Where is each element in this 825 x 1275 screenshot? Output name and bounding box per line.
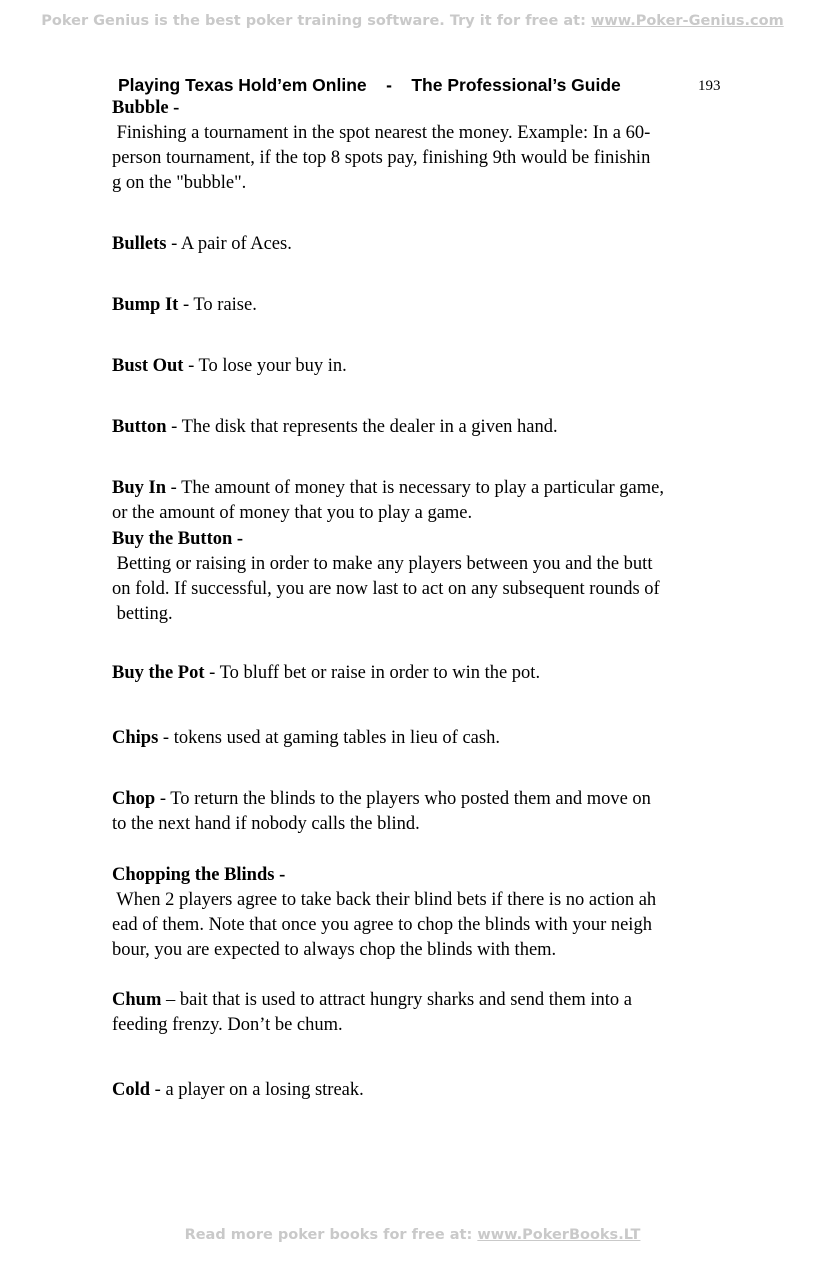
promo-bottom-text: Read more poker books for free at:: [184, 1227, 478, 1243]
glossary-term: Buy In: [112, 478, 166, 498]
glossary-entry: [112, 415, 730, 440]
glossary-term: Bullets: [112, 234, 167, 254]
glossary-definition: bait that is used to attract hungry sharks and send them into a: [179, 990, 632, 1010]
entry-first-line: [112, 661, 730, 686]
definition-line: ead of them. Note that once you agree to chop the blinds with your neigh: [112, 915, 652, 935]
term-separator: -: [150, 1080, 166, 1100]
glossary-entry: [112, 232, 730, 257]
glossary-definition: a player on a losing streak.: [165, 1080, 364, 1100]
term-separator: -: [158, 728, 174, 748]
running-head-title: Playing Texas Hold’em Online - The Professional’s Guide: [118, 75, 621, 95]
glossary-definition: To lose your buy in.: [198, 356, 347, 376]
glossary-term: Bust Out: [112, 356, 184, 376]
glossary-definition: To raise.: [193, 295, 257, 315]
glossary-entry: [112, 787, 730, 837]
definition-line: feeding frenzy. Don’t be chum.: [112, 1015, 343, 1035]
term-separator: –: [161, 990, 180, 1010]
glossary-term: Chopping the Blinds -: [112, 865, 286, 885]
entry-first-line: [112, 988, 730, 1013]
glossary-term: Cold: [112, 1080, 151, 1100]
entry-first-line: [112, 96, 730, 121]
definition-line: or the amount of money that you to play a game.: [112, 503, 473, 523]
entry-first-line: [112, 1078, 730, 1103]
term-separator: -: [204, 663, 220, 683]
term-separator: -: [178, 295, 194, 315]
definition-line: person tournament, if the top 8 spots pay, finishing 9th would be finishin: [112, 148, 651, 168]
glossary-entry: [112, 354, 730, 379]
glossary-term: Buy the Button -: [112, 529, 244, 549]
promo-top-text: Poker Genius is the best poker training software. Try it for free at:: [41, 13, 591, 29]
term-separator: -: [183, 356, 199, 376]
entry-first-line: [112, 863, 730, 888]
entry-first-line: [112, 726, 730, 751]
glossary-term: Chips: [112, 728, 159, 748]
term-separator: -: [166, 234, 181, 254]
glossary-entry: [112, 661, 730, 686]
glossary-definition: To bluff bet or raise in order to win the pot.: [219, 663, 541, 683]
glossary-term: Chum: [112, 990, 162, 1010]
entry-first-line: [112, 527, 730, 552]
entry-first-line: [112, 476, 730, 501]
definition-line: to the next hand if nobody calls the blind.: [112, 814, 420, 834]
definition-line: Finishing a tournament in the spot nearest the money. Example: In a 60-: [112, 123, 651, 143]
definition-line: When 2 players agree to take back their blind bets if there is no action ah: [112, 890, 657, 910]
glossary-entry: [112, 476, 730, 526]
glossary-entry: [112, 293, 730, 318]
glossary-term: Bump It: [112, 295, 179, 315]
glossary-definition: A pair of Aces.: [180, 234, 292, 254]
glossary-entry: [112, 527, 730, 627]
entry-first-line: [112, 293, 730, 318]
glossary-entry: [112, 96, 730, 196]
definition-line: bour, you are expected to always chop the blinds with them.: [112, 940, 557, 960]
definition-line: on fold. If successful, you are now last to act on any subsequent rounds of: [112, 579, 660, 599]
glossary-definition: tokens used at gaming tables in lieu of cash.: [173, 728, 500, 748]
glossary-definition: The amount of money that is necessary to play a particular game,: [181, 478, 664, 498]
entry-first-line: [112, 232, 730, 257]
glossary-term: Button: [112, 417, 167, 437]
poker-genius-link[interactable]: www.Poker-Genius.com: [590, 13, 784, 29]
pokerbooks-link[interactable]: www.PokerBooks.LT: [477, 1227, 641, 1243]
definition-line: g on the "bubble".: [112, 173, 247, 193]
glossary-entry: [112, 863, 730, 963]
glossary-definition: To return the blinds to the players who posted them and move on: [170, 789, 651, 809]
term-separator: -: [166, 478, 182, 498]
definition-line: betting.: [112, 604, 173, 624]
promo-banner-bottom: [0, 1227, 825, 1243]
term-separator: -: [166, 417, 182, 437]
glossary-entry: [112, 726, 730, 751]
glossary-term: Chop: [112, 789, 156, 809]
entry-first-line: [112, 415, 730, 440]
entry-first-line: [112, 787, 730, 812]
glossary-term: Buy the Pot: [112, 663, 205, 683]
entry-first-line: [112, 354, 730, 379]
glossary-entry: [112, 988, 730, 1038]
glossary-definition: The disk that represents the dealer in a given hand.: [181, 417, 558, 437]
definition-line: Betting or raising in order to make any players between you and the butt: [112, 554, 653, 574]
glossary-entry: [112, 1078, 730, 1103]
glossary-term: Bubble -: [112, 98, 180, 118]
page-number: 193: [698, 78, 721, 94]
promo-banner-top: [0, 13, 825, 29]
term-separator: -: [155, 789, 171, 809]
